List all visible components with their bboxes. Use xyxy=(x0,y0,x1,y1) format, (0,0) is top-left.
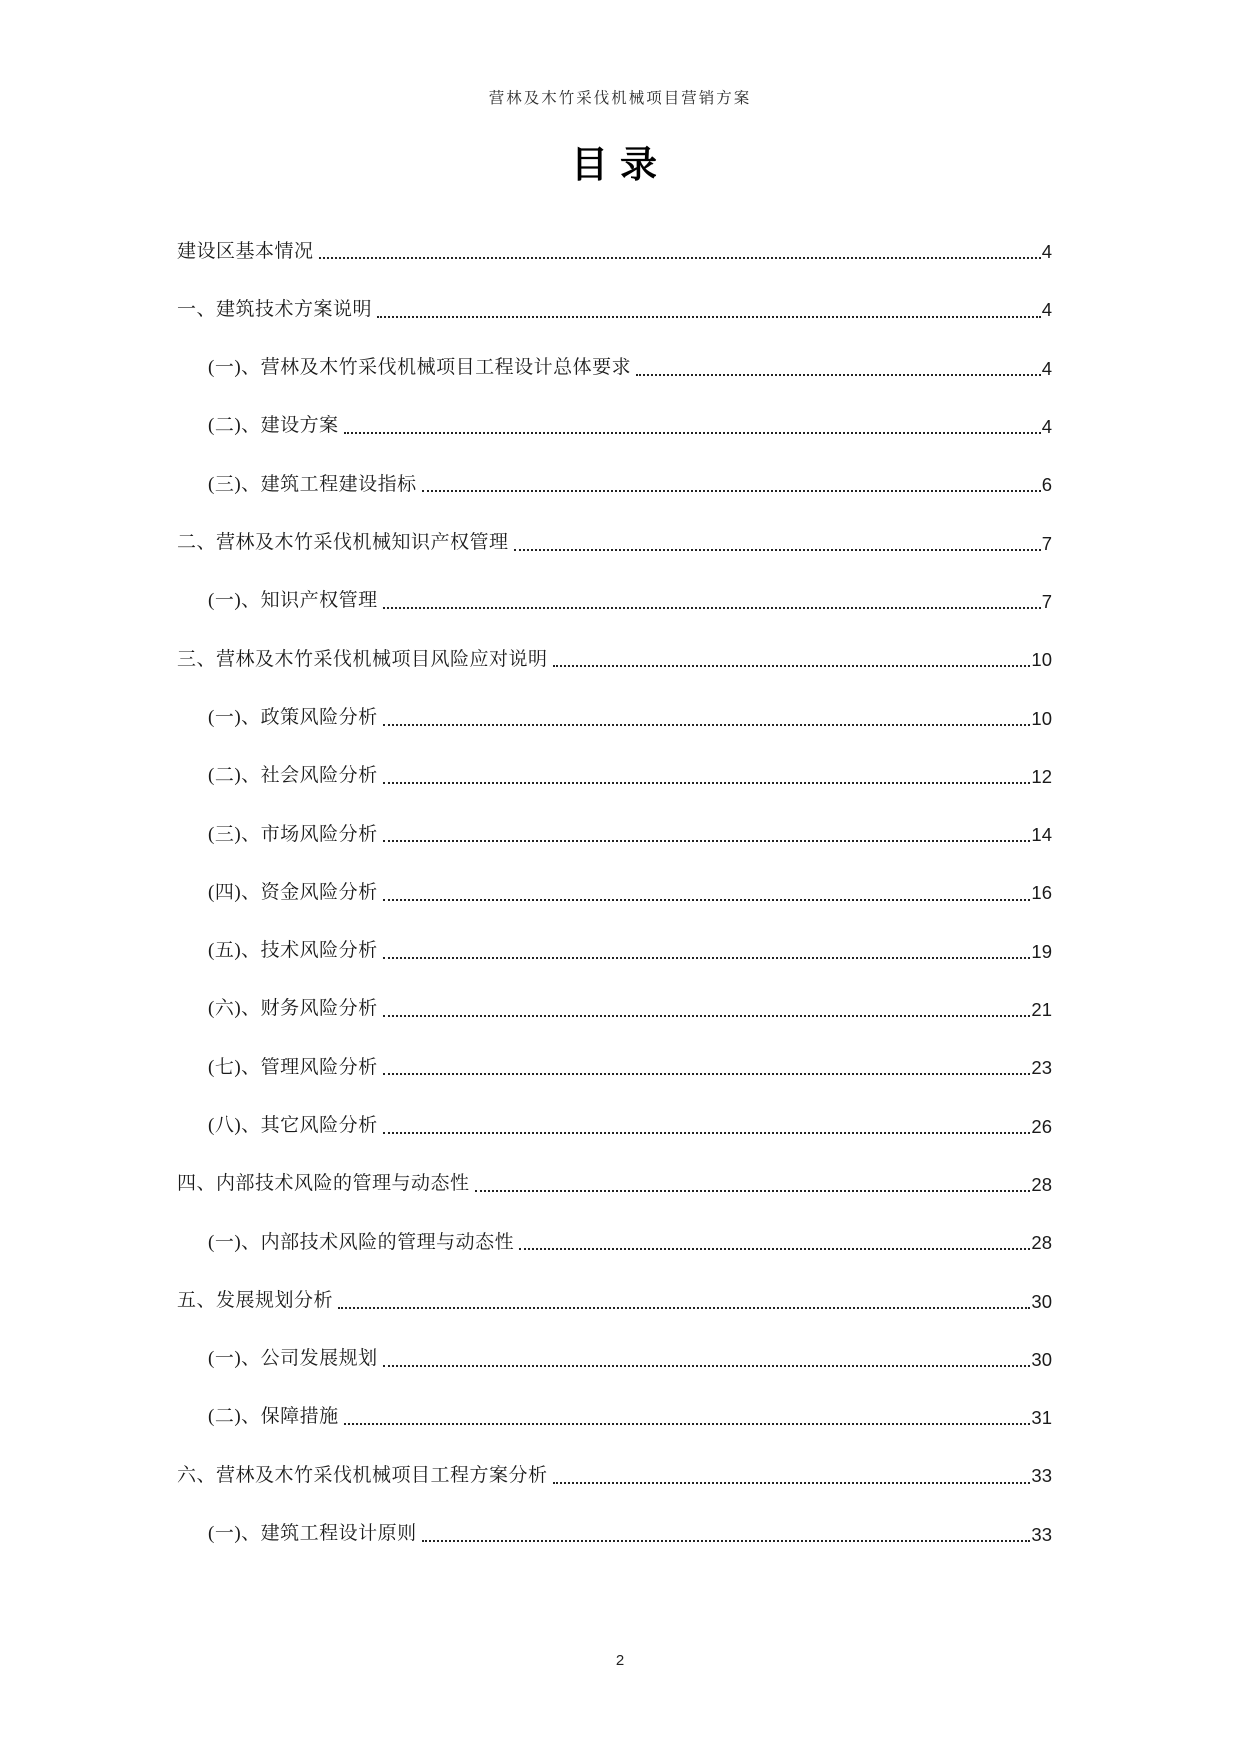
toc-entry-page: 30 xyxy=(1031,1290,1052,1312)
toc-dot-leader xyxy=(383,899,1031,901)
toc-entry-label: 五、发展规划分析 xyxy=(177,1289,334,1311)
toc-entry-label: 建设区基本情况 xyxy=(177,240,314,262)
toc-entry[interactable] xyxy=(177,671,1052,729)
toc-title: 目录 xyxy=(571,145,669,186)
toc-entry[interactable] xyxy=(177,496,1052,554)
toc-dot-leader xyxy=(475,1190,1031,1192)
toc-dot-leader xyxy=(422,1540,1031,1542)
toc-entry[interactable] xyxy=(177,1429,1052,1487)
toc-entry[interactable] xyxy=(177,905,1052,963)
toc-entry-page: 21 xyxy=(1031,999,1052,1021)
toc-entry-page: 4 xyxy=(1041,357,1052,379)
toc-entry[interactable] xyxy=(177,322,1052,380)
toc-entry-label: 六、营林及木竹采伐机械项目工程方案分析 xyxy=(177,1464,548,1486)
toc-entry[interactable] xyxy=(177,1196,1052,1254)
toc-entry[interactable] xyxy=(177,1488,1052,1546)
toc-entry-label: (五)、技术风险分析 xyxy=(208,940,378,962)
toc-entry-page: 7 xyxy=(1041,590,1052,612)
toc-entry[interactable] xyxy=(177,613,1052,671)
toc-entry[interactable] xyxy=(177,1313,1052,1371)
toc-entry[interactable] xyxy=(177,438,1052,496)
toc-entry-page: 4 xyxy=(1041,299,1052,321)
toc-entry-page: 28 xyxy=(1031,1173,1052,1195)
toc-entry-page: 31 xyxy=(1031,1407,1052,1429)
toc-entry[interactable] xyxy=(177,788,1052,846)
toc-entry-label: 一、建筑技术方案说明 xyxy=(177,298,373,320)
toc-dot-leader xyxy=(383,607,1041,609)
toc-entry-label: (一)、营林及木竹采伐机械项目工程设计总体要求 xyxy=(208,357,632,379)
toc-entry[interactable] xyxy=(177,963,1052,1021)
toc-entry-page: 33 xyxy=(1031,1465,1052,1487)
toc-entry-label: (二)、建设方案 xyxy=(208,415,339,437)
toc-entry-page: 10 xyxy=(1031,649,1052,671)
toc-entry[interactable] xyxy=(177,1079,1052,1137)
page-number-footer: 2 xyxy=(615,1652,625,1669)
toc-entry-page: 23 xyxy=(1031,1057,1052,1079)
toc-dot-leader xyxy=(383,724,1031,726)
toc-dot-leader xyxy=(319,257,1041,259)
toc-entry[interactable] xyxy=(177,1138,1052,1196)
toc-entry[interactable] xyxy=(177,846,1052,904)
toc-dot-leader xyxy=(383,1015,1031,1017)
toc-dot-leader xyxy=(514,549,1041,551)
toc-entry-page: 4 xyxy=(1041,241,1052,263)
toc-entry-page: 14 xyxy=(1031,824,1052,846)
toc-entry-label: (一)、建筑工程设计原则 xyxy=(208,1523,417,1545)
toc-entry-label: (一)、政策风险分析 xyxy=(208,706,378,728)
toc-entry[interactable] xyxy=(177,263,1052,321)
toc-entry-page: 16 xyxy=(1031,882,1052,904)
toc-dot-leader xyxy=(377,316,1041,318)
toc-entry-page: 4 xyxy=(1041,416,1052,438)
toc-entry-label: (四)、资金风险分析 xyxy=(208,881,378,903)
toc-entry-label: (一)、内部技术风险的管理与动态性 xyxy=(208,1231,515,1253)
toc-dot-leader xyxy=(383,840,1031,842)
toc-dot-leader xyxy=(344,432,1041,434)
toc-dot-leader xyxy=(338,1307,1030,1309)
toc-list xyxy=(177,205,1052,1546)
toc-entry-page: 6 xyxy=(1041,474,1052,496)
toc-dot-leader xyxy=(383,1073,1031,1075)
toc-dot-leader xyxy=(553,665,1031,667)
toc-entry-page: 19 xyxy=(1031,940,1052,962)
toc-entry-label: (二)、保障措施 xyxy=(208,1406,339,1428)
toc-entry-page: 30 xyxy=(1031,1348,1052,1370)
toc-entry-label: 三、营林及木竹采伐机械项目风险应对说明 xyxy=(177,648,548,670)
toc-entry[interactable] xyxy=(177,1254,1052,1312)
toc-entry-label: (八)、其它风险分析 xyxy=(208,1115,378,1136)
toc-dot-leader xyxy=(519,1248,1030,1250)
toc-entry-label: 二、营林及木竹采伐机械知识产权管理 xyxy=(177,532,509,554)
toc-dot-leader xyxy=(344,1423,1031,1425)
toc-entry-label: (一)、公司发展规划 xyxy=(208,1348,378,1370)
document-header-title: 营林及木竹采伐机械项目营销方案 xyxy=(488,90,752,107)
toc-dot-leader xyxy=(383,1365,1031,1367)
toc-entry[interactable] xyxy=(177,380,1052,438)
toc-entry-page: 33 xyxy=(1031,1523,1052,1545)
toc-dot-leader xyxy=(383,782,1031,784)
toc-entry-label: (六)、财务风险分析 xyxy=(208,998,378,1020)
toc-entry-page: 10 xyxy=(1031,707,1052,729)
toc-dot-leader xyxy=(383,957,1031,959)
toc-entry-page: 28 xyxy=(1031,1232,1052,1254)
toc-entry[interactable] xyxy=(177,205,1052,263)
toc-entry[interactable] xyxy=(177,730,1052,788)
toc-entry-label: (三)、市场风险分析 xyxy=(208,823,378,845)
toc-entry-label: (七)、管理风险分析 xyxy=(208,1056,378,1078)
toc-entry-label: (三)、建筑工程建设指标 xyxy=(208,473,417,495)
toc-entry-page: 26 xyxy=(1031,1115,1052,1137)
toc-entry-page: 7 xyxy=(1041,532,1052,554)
toc-dot-leader xyxy=(422,490,1041,492)
toc-entry[interactable] xyxy=(177,1021,1052,1079)
toc-entry-label: 四、内部技术风险的管理与动态性 xyxy=(177,1173,470,1195)
toc-entry-page: 12 xyxy=(1031,765,1052,787)
toc-dot-leader xyxy=(383,1132,1031,1134)
toc-entry-label: (二)、社会风险分析 xyxy=(208,765,378,787)
toc-entry-label: (一)、知识产权管理 xyxy=(208,590,378,612)
toc-entry[interactable] xyxy=(177,555,1052,613)
toc-entry[interactable] xyxy=(177,1371,1052,1429)
toc-dot-leader xyxy=(636,374,1041,376)
toc-dot-leader xyxy=(553,1482,1031,1484)
